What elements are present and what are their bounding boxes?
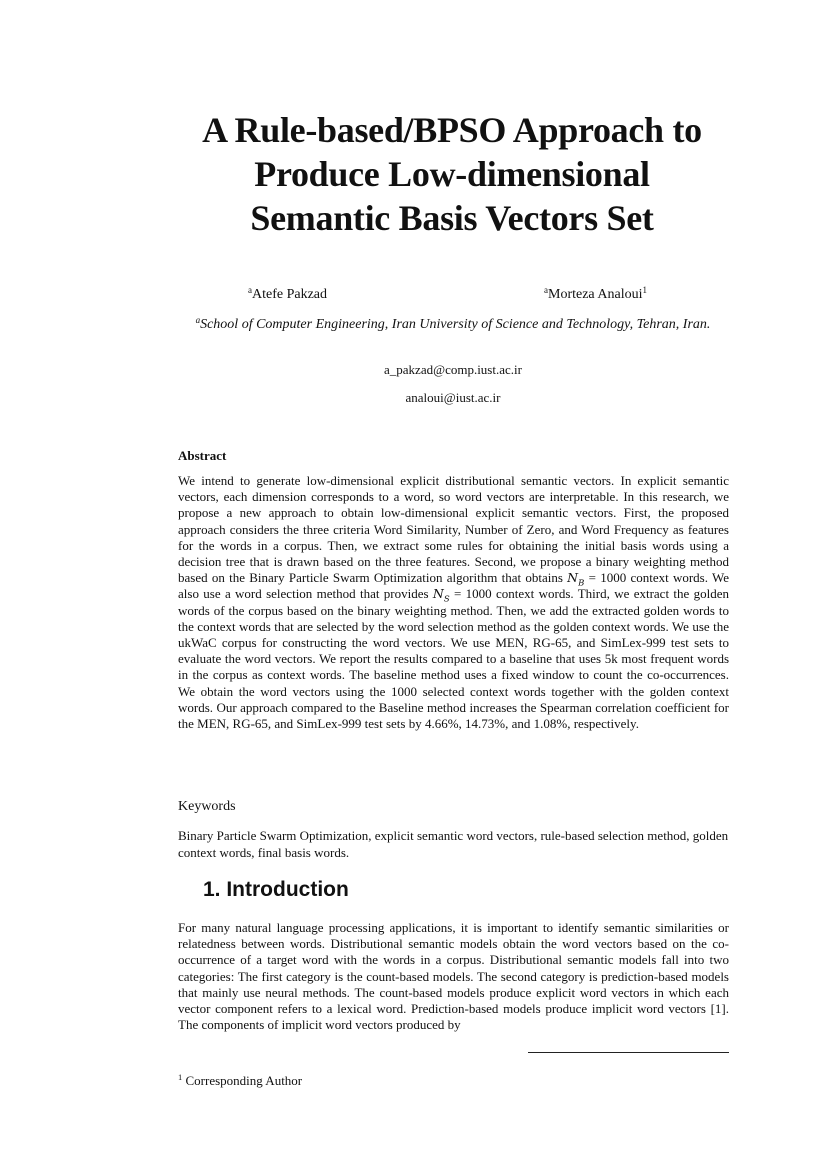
abstract-heading: Abstract bbox=[178, 448, 227, 463]
affiliation-text: School of Computer Engineering, Iran University of Science and Technology, Tehran, Iran. bbox=[200, 317, 711, 332]
title-line: Semantic Basis Vectors Set bbox=[250, 198, 654, 238]
author-name: Morteza Analoui bbox=[548, 287, 643, 302]
section-heading-introduction: 1. Introduction bbox=[203, 878, 349, 901]
email-analoui: analoui@iust.ac.ir bbox=[405, 390, 501, 405]
math-n-b bbox=[567, 570, 585, 589]
math-subscript: B bbox=[578, 578, 585, 589]
introduction-text: For many natural language processing applications, it is important to identify semantic similarities or relatedness between words. Distributional semantic models obtain the word vectors based on the co-occurrence of a target word with the words in a corpus. Distributional semantic models fall into two categories: The first category is the count-based models. The second category is prediction-based models that mainly use neural methods. The count-based models produce explicit word vectors in which each vector component refers to a lexical word. Prediction-based models produce implicit word vectors [1]. The components of implicit word vectors produced by bbox=[178, 920, 729, 1033]
author-analoui bbox=[544, 286, 647, 304]
abstract-text-part: = 1000 context words. Third, we extract the golden words of the corpus based on the binary weighting method. Then, we add the extracted golden words to the context words that are selected by the word selection method as the golden context words. We use the ukWaC corpus for constructing the word vectors. We use MEN, RG-65, and SimLex-999 test sets to evaluate the word vectors. We report the results compared to a baseline that uses 5k most frequent words in the corpus as context words. The baseline method uses a fixed window to count the co-occurrences. We obtain the word vectors using the 1000 selected context words together with the golden context words. Our approach compared to the Baseline method increases the Spearman correlation coefficient for the MEN, RG-65, and SimLex-999 test sets by 4.66%, 14.73%, and 1.08%, respectively. bbox=[178, 586, 729, 732]
math-subscript: S bbox=[443, 594, 450, 605]
paper-title bbox=[150, 108, 754, 240]
math-n-s bbox=[432, 586, 450, 605]
title-line: A Rule-based/BPSO Approach to bbox=[202, 110, 702, 150]
corresponding-author-footnote-mark: 1 bbox=[642, 285, 647, 295]
email-pakzad: a_pakzad@comp.iust.ac.ir bbox=[384, 362, 522, 377]
author-affiliation bbox=[178, 316, 728, 334]
author-name: Atefe Pakzad bbox=[252, 287, 328, 302]
author-affiliation-mark: a bbox=[248, 285, 252, 295]
math-symbol: N bbox=[567, 570, 579, 586]
keywords-heading: Keywords bbox=[178, 799, 236, 814]
abstract-text-part: = 1000 context words. We also use a word selection method that provides bbox=[178, 570, 730, 602]
math-symbol: N bbox=[432, 586, 444, 602]
abstract-text-part: We intend to generate low-dimensional explicit distributional semantic vectors. In explicit semantic vectors, each dimension corresponds to a word, so word vectors are interpretable. In this research, we propose a new approach to obtain low-dimensional explicit semantic vectors. First, the proposed approach considers the three criteria Word Similarity, Number of Zero, and Word Frequency as features for the words in a corpus. Then, we extract some rules for obtaining the initial basis words using a decision tree that is drawn based on the three features. Second, we propose a binary weighting method based on the Binary Particle Swarm Optimization algorithm that obtains bbox=[178, 473, 729, 586]
affiliation-mark: a bbox=[195, 315, 201, 325]
abstract-text bbox=[178, 473, 729, 732]
footnote-divider bbox=[528, 1052, 729, 1053]
author-affiliation-mark: a bbox=[544, 285, 548, 295]
footnote-mark: 1 bbox=[178, 1072, 183, 1082]
footnote bbox=[178, 1073, 302, 1089]
footnote-text: Corresponding Author bbox=[185, 1073, 303, 1088]
title-line: Produce Low-dimensional bbox=[254, 154, 650, 194]
author-pakzad bbox=[248, 286, 327, 304]
keywords-text: Binary Particle Swarm Optimization, explicit semantic word vectors, rule-based selection method, golden context words, final basis words. bbox=[178, 828, 729, 860]
